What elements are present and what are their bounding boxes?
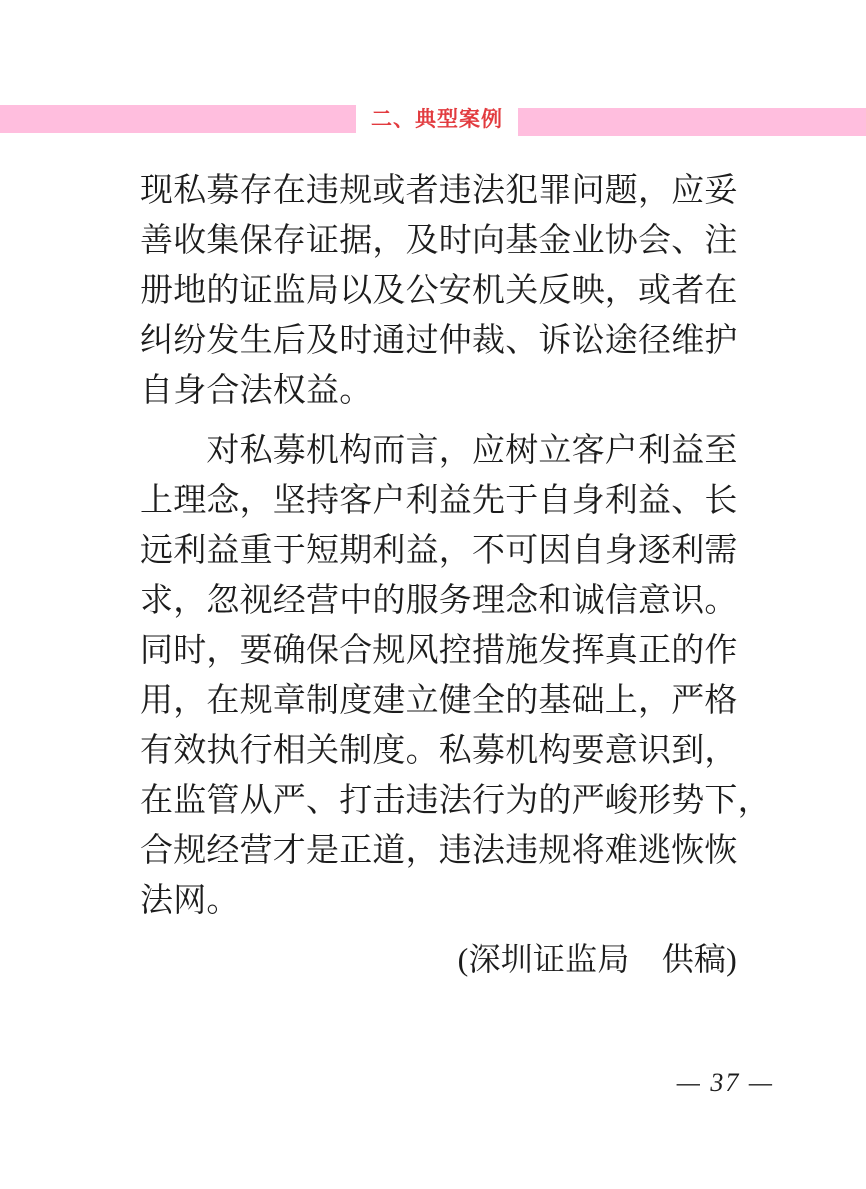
text-line: 法网。 — [140, 883, 240, 919]
page-number: — 37 — — [676, 1068, 774, 1097]
text-line: 求，忽视经营中的服务理念和诚信意识。 — [140, 583, 738, 619]
text-line: 纠纷发生后及时通过仲裁、诉讼途径维护 — [140, 323, 738, 359]
text-line: 现私募存在违规或者违法犯罪问题，应妥 — [140, 173, 738, 209]
header-band-right — [518, 108, 866, 136]
paragraph-2 — [140, 426, 771, 926]
section-title: 二、典型案例 — [371, 108, 503, 131]
header-band-left — [0, 105, 356, 133]
text-line: 同时，要确保合规风控措施发挥真正的作 — [140, 633, 738, 669]
text-line: 用，在规章制度建立健全的基础上，严格 — [140, 683, 738, 719]
text-line: 册地的证监局以及公安机关反映，或者在 — [140, 273, 738, 309]
text-line: 有效执行相关制度。私募机构要意识到， — [140, 733, 738, 769]
text-line: 善收集保存证据，及时向基金业协会、注 — [140, 223, 738, 259]
text-line: 自身合法权益。 — [140, 373, 373, 409]
text-line: 远利益重于短期利益，不可因自身逐利需 — [140, 533, 738, 569]
text-line: 在监管从严、打击违法行为的严峻形势下， — [140, 783, 771, 819]
contributor-credit: (深圳证监局 供稿) — [457, 941, 737, 977]
text-line: 合规经营才是正道，违法违规将难逃恢恢 — [140, 833, 738, 869]
paragraph-1 — [140, 166, 737, 416]
text-line: 对私募机构而言，应树立客户利益至 — [140, 433, 738, 469]
body-text-block — [140, 166, 771, 984]
text-line: 上理念，坚持客户利益先于自身利益、长 — [140, 483, 738, 519]
